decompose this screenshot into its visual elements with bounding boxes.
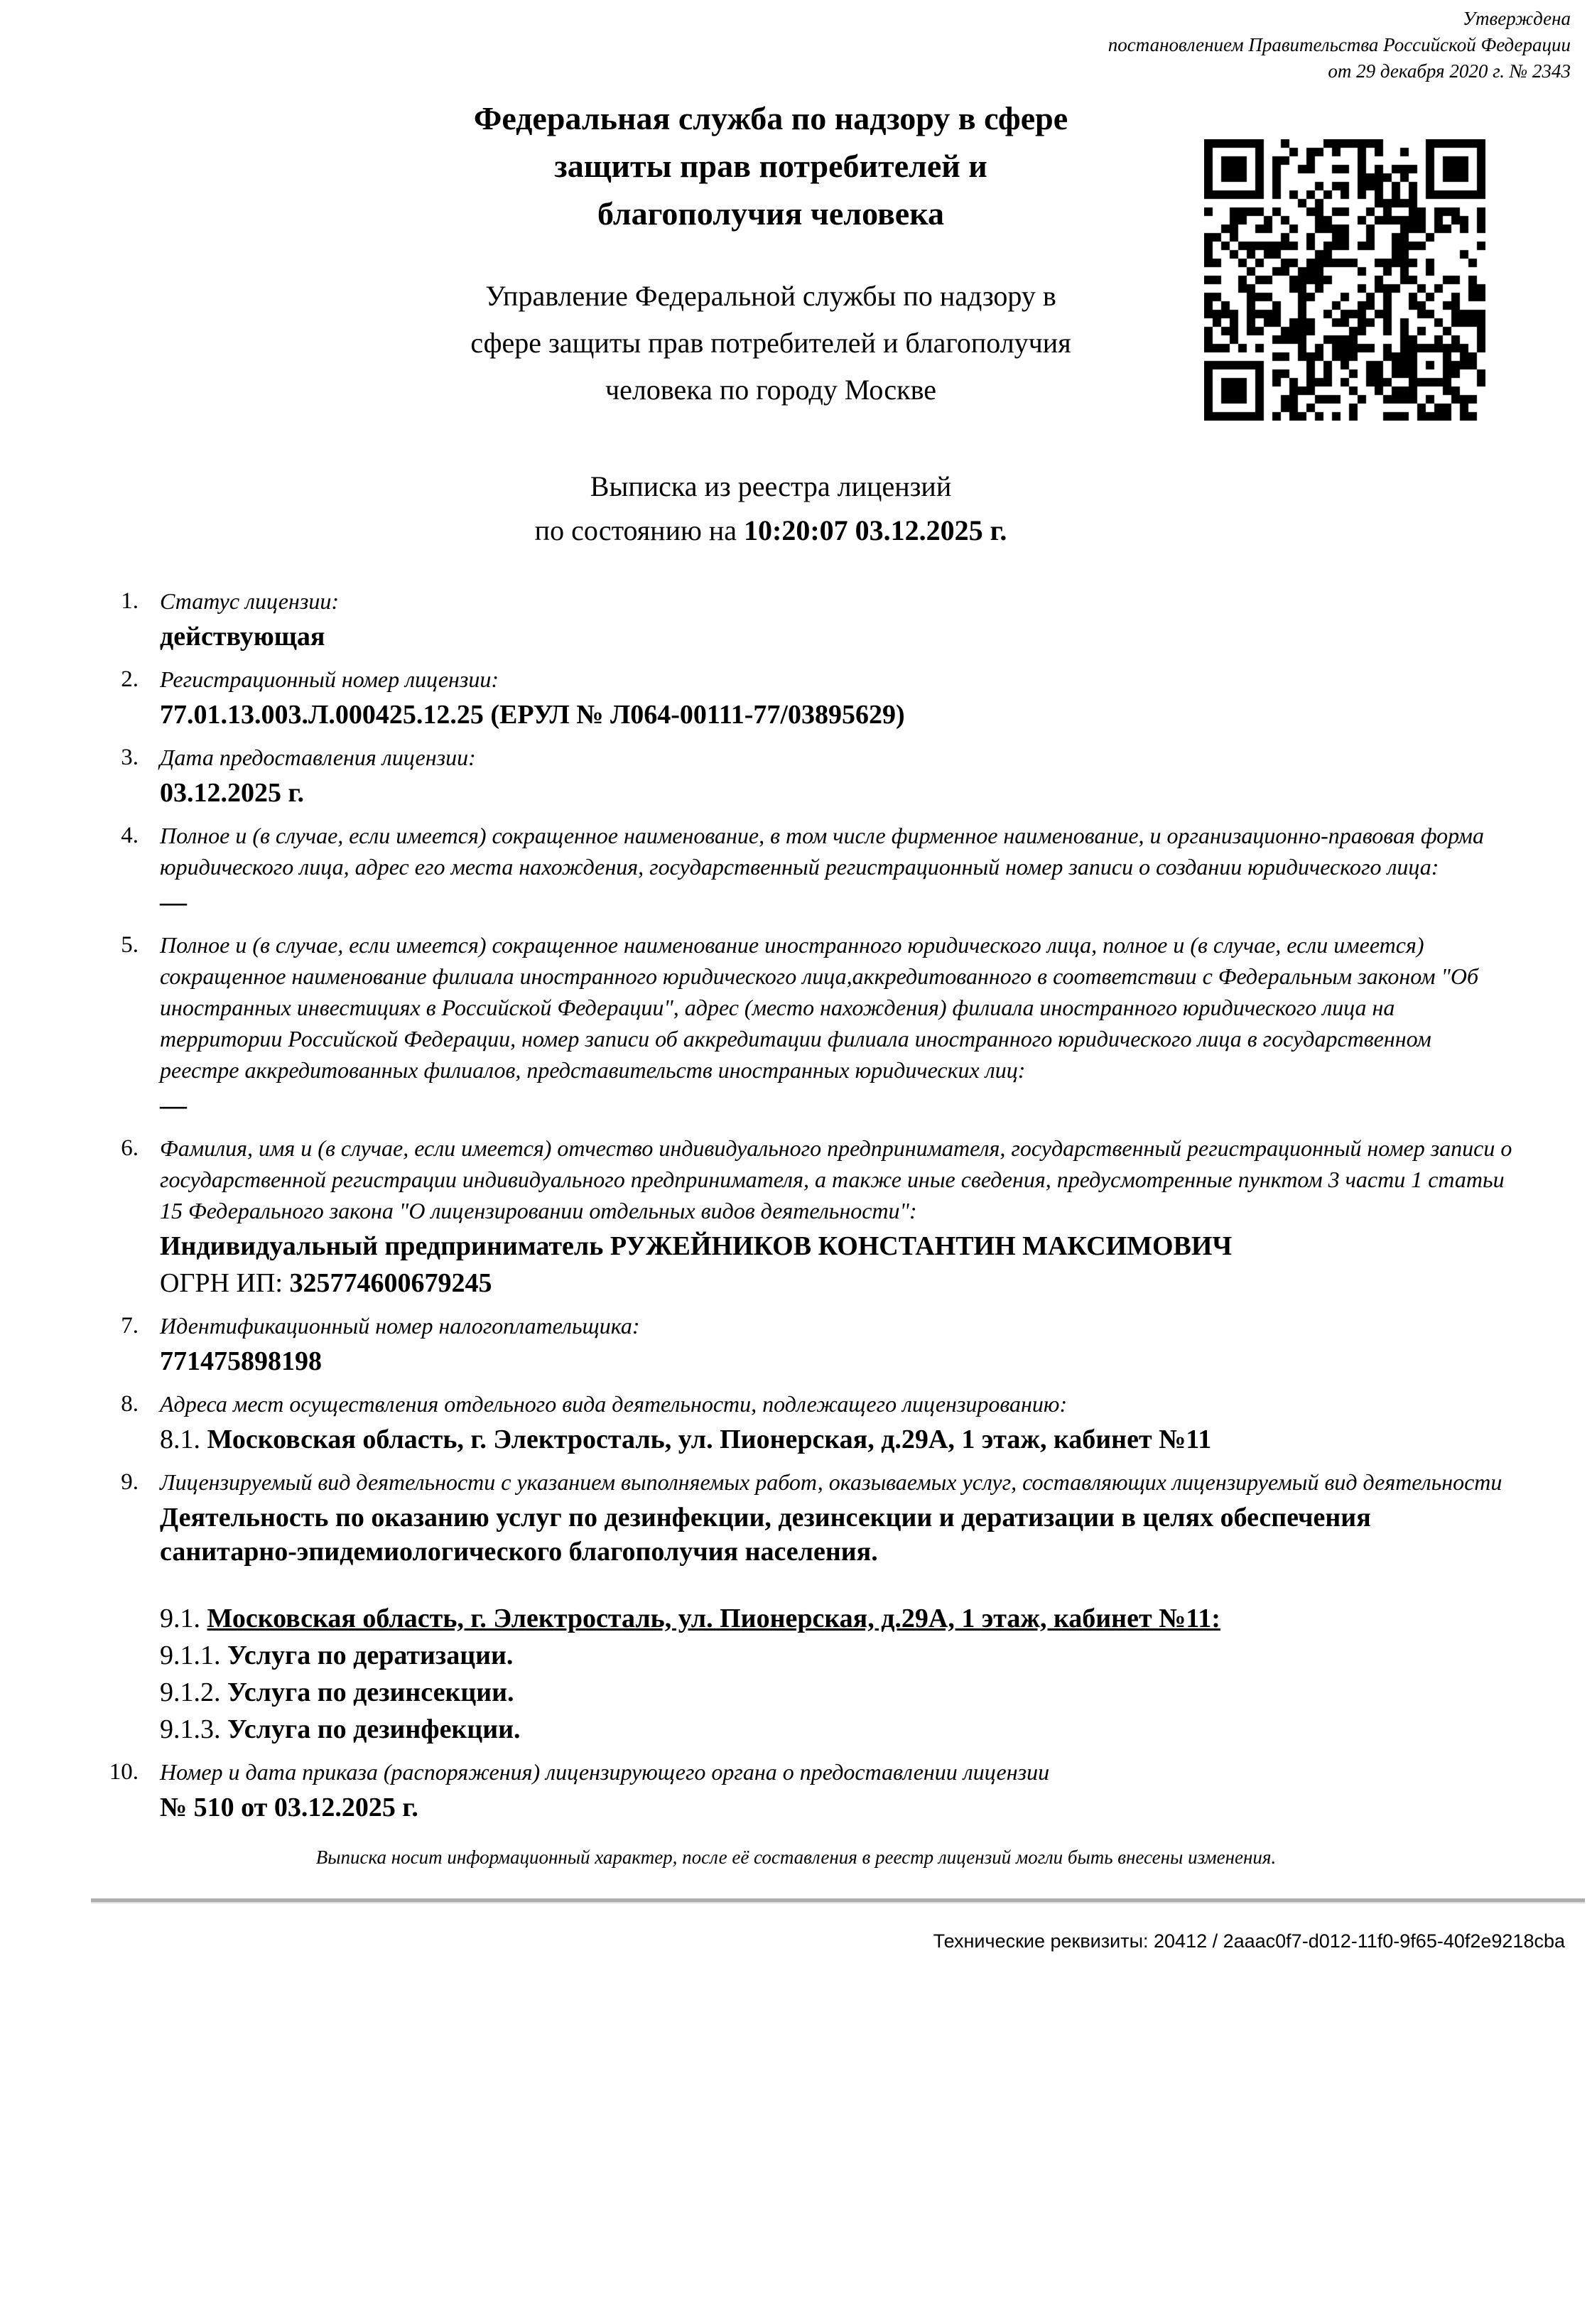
item-value-segment: Деятельность по оказанию услуг по дезинфекции, дезинсекции и дератизации в целях обеспечения санитарно-эпидемиологического благополучия населения. <box>160 1503 1371 1567</box>
statement-heading <box>451 465 1090 553</box>
item-body <box>160 1756 1514 1825</box>
item-value <box>160 1790 1514 1825</box>
technical-requisites <box>0 1929 1592 1953</box>
item-value <box>160 1712 1514 1746</box>
item-value-segment: Московская область, г. Электросталь, ул. Пионерская, д.29А, 1 этаж, кабинет №11: <box>207 1604 1220 1633</box>
item-value <box>160 1675 1514 1709</box>
item-body <box>160 929 1514 1123</box>
footer-note: Выписка носит информационный характер, после её составления в реестр лицензий могли быть внесены изменения. <box>315 1847 1277 1868</box>
item-value <box>160 698 1514 732</box>
item-value <box>160 1088 1514 1123</box>
list-item <box>71 1310 1514 1378</box>
list-item <box>71 1388 1514 1456</box>
statement-asof-label: по состоянию на <box>534 514 744 546</box>
tech-value: 20412 / 2aaac0f7-d012-11f0-9f65-40f2e9218cba <box>1154 1930 1565 1952</box>
item-value <box>160 1638 1514 1672</box>
item-value-segment: 9.1.3. <box>160 1714 227 1744</box>
qr-code <box>1204 139 1485 421</box>
item-label: Лицензируемый вид деятельности с указанием выполняемых работ, оказываемых услуг, составляющих лицензируемый вид деятельности <box>160 1469 1502 1495</box>
list-item <box>71 1466 1514 1746</box>
approval-line-2: постановлением Правительства Российской Федерации <box>1108 34 1571 55</box>
item-value-segment: — <box>160 887 187 917</box>
item-label: Идентификационный номер налогоплательщика: <box>160 1313 640 1339</box>
item-value-segment: — <box>160 1091 187 1120</box>
item-label: Адреса мест осуществления отдельного вида деятельности, подлежащего лицензированию: <box>160 1391 1068 1417</box>
item-body <box>160 664 1514 732</box>
item-value <box>160 620 1514 654</box>
item-number: 9. <box>121 1469 139 1495</box>
item-label: Полное и (в случае, если имеется) сокращенное наименование иностранного юридического лица, полное и (в случае, если имеется) сокращенное наименование филиала иностранного юридического лица,аккредитованного в соответствии с Федеральным законом "Об иностранных инвестициях в Российской Федерации", адрес (место нахождения) филиала иностранного юридического лица на территории Российской Федерации, номер записи об аккредитации филиала иностранного юридического лица в государственном реестре аккредитованных филиалов, представительств иностранных юридических лиц: <box>160 932 1479 1083</box>
list-item <box>71 820 1514 919</box>
item-value-segment: ОГРН ИП: <box>160 1268 290 1298</box>
list-item <box>71 929 1514 1123</box>
item-value-segment: Услуга по дезинсекции. <box>227 1677 514 1707</box>
item-label: Статус лицензии: <box>160 588 339 614</box>
item-value-segment: действующая <box>160 622 325 652</box>
list-item <box>71 585 1514 654</box>
item-body <box>160 742 1514 810</box>
item-value-segment: Услуга по дератизации. <box>227 1641 514 1670</box>
item-number: 5. <box>121 932 139 958</box>
item-label: Дата предоставления лицензии: <box>160 745 476 770</box>
document-header <box>451 94 1090 553</box>
list-item <box>71 1756 1514 1825</box>
item-value-segment: Московская область, г. Электросталь, ул. Пионерская, д.29А, 1 этаж, кабинет №11 <box>207 1425 1212 1454</box>
item-value-segment: Услуга по дезинфекции. <box>227 1714 521 1744</box>
authority-title: Федеральная служба по надзору в сфере защиты прав потребителей и благополучия человека <box>473 100 1068 232</box>
item-number: 1. <box>121 588 139 614</box>
license-items <box>0 585 1592 1825</box>
item-body <box>160 1388 1514 1456</box>
item-body <box>160 820 1514 919</box>
item-value-segment: Индивидуальный предприниматель РУЖЕЙНИКОВ КОНСТАНТИН МАКСИМОВИЧ <box>160 1231 1233 1261</box>
item-number: 7. <box>121 1313 139 1339</box>
item-value <box>160 1601 1514 1636</box>
item-value <box>160 1422 1514 1456</box>
list-item <box>71 1133 1514 1300</box>
item-number: 8. <box>121 1391 139 1417</box>
approval-line-1: Утверждена <box>1462 8 1571 29</box>
item-value-segment: № 510 от 03.12.2025 г. <box>160 1793 418 1822</box>
item-label: Регистрационный номер лицензии: <box>160 666 499 692</box>
list-item <box>71 664 1514 732</box>
item-value-segment: 325774600679245 <box>289 1268 492 1298</box>
statement-asof-line <box>451 509 1090 553</box>
item-body <box>160 585 1514 654</box>
item-value-segment: 8.1. <box>160 1425 207 1454</box>
approval-note <box>0 0 1592 85</box>
item-body <box>160 1133 1514 1300</box>
item-value-segment: 9.1. <box>160 1604 207 1633</box>
item-value-segment: 9.1.2. <box>160 1677 227 1707</box>
item-body <box>160 1466 1514 1746</box>
item-label: Номер и дата приказа (распоряжения) лицензирующего органа о предоставлении лицензии <box>160 1759 1050 1785</box>
item-value <box>160 1229 1514 1263</box>
item-number: 3. <box>121 745 139 770</box>
item-label: Полное и (в случае, если имеется) сокращенное наименование, в том числе фирменное наименование, и организационно-правовая форма юридического лица, адрес его места нахождения, государственный регистрационный номер записи о создании юридического лица: <box>160 823 1484 880</box>
item-body <box>160 1310 1514 1378</box>
item-value-segment: 77.01.13.003.Л.000425.12.25 (ЕРУЛ № Л064-00111-77/03895629) <box>160 700 905 730</box>
item-value <box>160 1501 1514 1569</box>
statement-asof-datetime: 10:20:07 03.12.2025 г. <box>744 514 1007 546</box>
divider-line <box>91 1898 1585 1903</box>
statement-title: Выписка из реестра лицензий <box>590 470 952 502</box>
item-value <box>160 1266 1514 1300</box>
item-value-segment: 771475898198 <box>160 1346 322 1376</box>
item-value-segment: 9.1.1. <box>160 1641 227 1670</box>
item-number: 10. <box>109 1759 139 1785</box>
item-number: 4. <box>121 823 139 848</box>
item-value <box>160 885 1514 919</box>
item-number: 6. <box>121 1135 139 1161</box>
tech-label: Технические реквизиты: <box>933 1930 1154 1952</box>
item-value <box>160 776 1514 810</box>
item-value-segment: 03.12.2025 г. <box>160 778 304 808</box>
authority-subtitle: Управление Федеральной службы по надзору в сфере защиты прав потребителей и благополучия человека по городу Москве <box>470 280 1071 406</box>
approval-line-3: от 29 декабря 2020 г. № 2343 <box>1328 60 1571 82</box>
list-item <box>71 742 1514 810</box>
item-value <box>160 1344 1514 1378</box>
item-label: Фамилия, имя и (в случае, если имеется) отчество индивидуального предпринимателя, государственный регистрационный номер записи о государственной регистрации индивидуального предпринимателя, а также иные сведения, предусмотренные пунктом 3 части 1 статьи 15 Федерального закона "О лицензировании отдельных видов деятельности": <box>160 1135 1512 1223</box>
item-number: 2. <box>121 666 139 692</box>
